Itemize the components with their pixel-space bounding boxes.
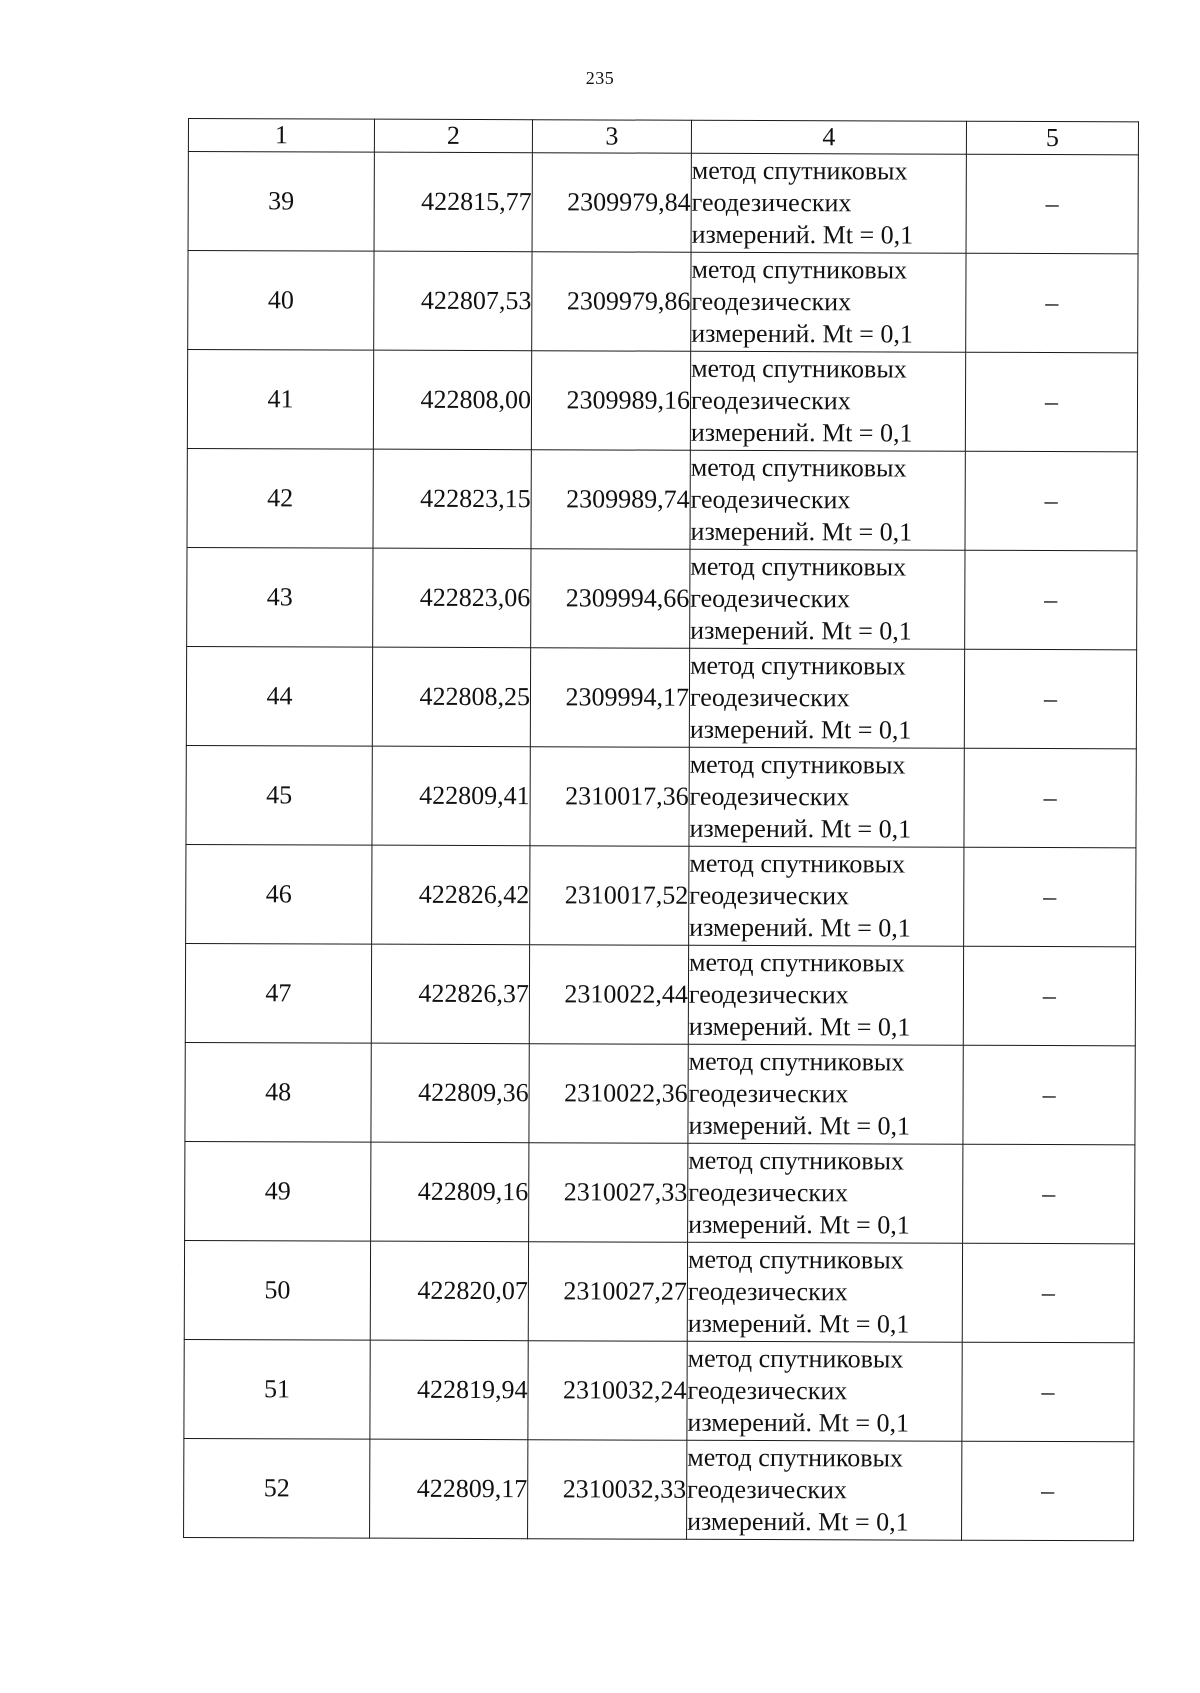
point-number-cell: 50 [184,1240,370,1340]
point-number-cell: 39 [188,152,374,252]
method-line: геодезических [690,484,851,515]
x-coordinate-cell: 422809,36 [371,1043,529,1143]
method-cell [687,1341,962,1441]
method-line: геодезических [690,583,851,614]
header-col-1: 1 [188,119,374,153]
method-line: измерений. Mt = 0,1 [687,1308,910,1339]
method-line: геодезических [687,1474,848,1505]
method-line: метод спутниковых [688,1145,905,1176]
page-number: 235 [585,68,615,88]
method-line: геодезических [691,286,852,317]
header-col-2: 2 [374,119,532,153]
x-coordinate-cell: 422819,94 [370,1340,528,1440]
coordinates-table [183,118,1139,1541]
method-cell [690,351,965,451]
table-row [188,152,1138,254]
table-row [186,844,1136,946]
point-number-cell: 51 [184,1339,370,1439]
y-coordinate-cell: 2309979,84 [532,153,691,253]
table-row [186,745,1136,847]
y-coordinate-cell: 2309994,17 [530,648,689,748]
note-cell: – [962,1243,1134,1343]
method-cell [687,1242,962,1342]
point-number-cell: 41 [187,350,373,450]
x-coordinate-cell: 422826,37 [371,944,529,1044]
x-coordinate-cell: 422808,00 [373,350,531,450]
table-header [188,119,1138,155]
method-line: измерений. Mt = 0,1 [688,1209,910,1240]
method-line: метод спутниковых [688,1046,905,1077]
y-coordinate-cell: 2310022,44 [529,945,688,1045]
method-line: геодезических [689,682,850,713]
table-row [186,646,1136,748]
table-row [185,1141,1135,1243]
note-cell: – [963,1045,1135,1145]
method-line: метод спутниковых [687,1442,904,1473]
table-row [187,547,1137,649]
x-coordinate-cell: 422823,15 [373,449,531,549]
note-cell: – [964,847,1136,947]
x-coordinate-cell: 422820,07 [370,1241,528,1341]
y-coordinate-cell: 2310027,27 [528,1242,687,1342]
y-coordinate-cell: 2310017,52 [530,846,689,946]
x-coordinate-cell: 422826,42 [372,845,530,945]
table-row [185,943,1135,1045]
method-line: метод спутниковых [691,155,908,186]
point-number-cell: 43 [187,547,373,647]
header-col-4: 4 [691,120,966,154]
table-body [184,152,1139,1541]
method-line: измерений. Mt = 0,1 [691,318,913,349]
method-line: геодезических [688,979,849,1010]
note-cell: – [965,451,1137,551]
point-number-cell: 47 [185,943,371,1043]
point-number-cell: 44 [186,646,372,746]
method-cell [688,1044,963,1144]
table-row [187,350,1137,452]
y-coordinate-cell: 2310032,33 [528,1440,687,1540]
method-cell [691,153,966,253]
header-row [188,119,1138,155]
method-line: измерений. Mt = 0,1 [687,1407,910,1438]
method-cell [688,1143,963,1243]
method-line: метод спутниковых [691,353,907,384]
method-cell [689,747,964,847]
point-number-cell: 48 [185,1042,371,1142]
note-cell: – [965,352,1137,452]
y-coordinate-cell: 2310017,36 [530,747,689,847]
method-line: метод спутниковых [690,650,906,681]
method-line: измерений. Mt = 0,1 [690,417,913,448]
method-line: геодезических [688,1078,849,1109]
note-cell: – [963,1144,1135,1244]
method-line: измерений. Mt = 0,1 [688,1011,911,1042]
method-cell [688,945,963,1045]
note-cell: – [966,154,1138,254]
method-line: геодезических [689,781,850,812]
method-line: геодезических [690,385,851,416]
point-number-cell: 49 [185,1141,371,1241]
note-cell: – [963,946,1135,1046]
method-line: измерений. Mt = 0,1 [687,1506,909,1537]
method-cell [691,252,966,352]
point-number-cell: 52 [184,1438,370,1538]
table-row [184,1240,1134,1342]
x-coordinate-cell: 422809,41 [372,746,530,846]
table-row [184,1339,1134,1441]
x-coordinate-cell: 422807,53 [374,251,532,351]
point-number-cell: 46 [186,844,372,944]
point-number-cell: 40 [188,251,374,351]
point-number-cell: 42 [187,448,373,548]
y-coordinate-cell: 2309994,66 [531,549,690,649]
note-cell: – [964,649,1136,749]
table-row [187,448,1137,550]
table-row [185,1042,1135,1144]
method-line: метод спутниковых [687,1343,904,1374]
note-cell: – [964,748,1136,848]
note-cell: – [966,253,1138,353]
x-coordinate-cell: 422815,77 [374,152,532,252]
method-line: измерений. Mt = 0,1 [691,219,914,250]
method-line: метод спутниковых [687,1244,904,1275]
header-col-5: 5 [966,121,1138,155]
y-coordinate-cell: 2309989,16 [531,351,690,451]
y-coordinate-cell: 2310032,24 [528,1341,687,1441]
method-cell [689,648,964,748]
method-line: метод спутниковых [689,749,906,780]
table-row [188,251,1138,353]
method-line: геодезических [689,880,850,911]
method-line: геодезических [691,187,852,218]
method-cell [690,549,965,649]
header-col-3: 3 [532,120,691,154]
method-cell [687,1440,962,1540]
note-cell: – [965,550,1137,650]
method-cell [690,450,965,550]
note-cell: – [962,1342,1134,1442]
y-coordinate-cell: 2310027,33 [529,1143,688,1243]
method-line: измерений. Mt = 0,1 [688,1110,911,1141]
method-line: метод спутниковых [691,254,908,285]
x-coordinate-cell: 422823,06 [373,548,531,648]
method-line: метод спутниковых [690,551,907,582]
method-line: измерений. Mt = 0,1 [689,912,911,943]
y-coordinate-cell: 2309989,74 [531,450,690,550]
method-line: измерений. Mt = 0,1 [689,714,912,745]
method-cell [689,846,964,946]
method-line: метод спутниковых [689,947,905,978]
note-cell: – [962,1441,1134,1541]
x-coordinate-cell: 422809,16 [371,1142,529,1242]
point-number-cell: 45 [186,745,372,845]
x-coordinate-cell: 422808,25 [372,647,530,747]
y-coordinate-cell: 2310022,36 [529,1044,688,1144]
method-line: измерений. Mt = 0,1 [690,615,912,646]
method-line: измерений. Mt = 0,1 [689,813,912,844]
table-row [184,1438,1134,1540]
y-coordinate-cell: 2309979,86 [532,252,691,352]
method-line: измерений. Mt = 0,1 [690,516,913,547]
method-line: метод спутниковых [689,848,906,879]
method-line: геодезических [687,1375,848,1406]
x-coordinate-cell: 422809,17 [370,1439,528,1539]
method-line: геодезических [688,1177,849,1208]
method-line: метод спутниковых [690,452,907,483]
method-line: геодезических [687,1276,848,1307]
